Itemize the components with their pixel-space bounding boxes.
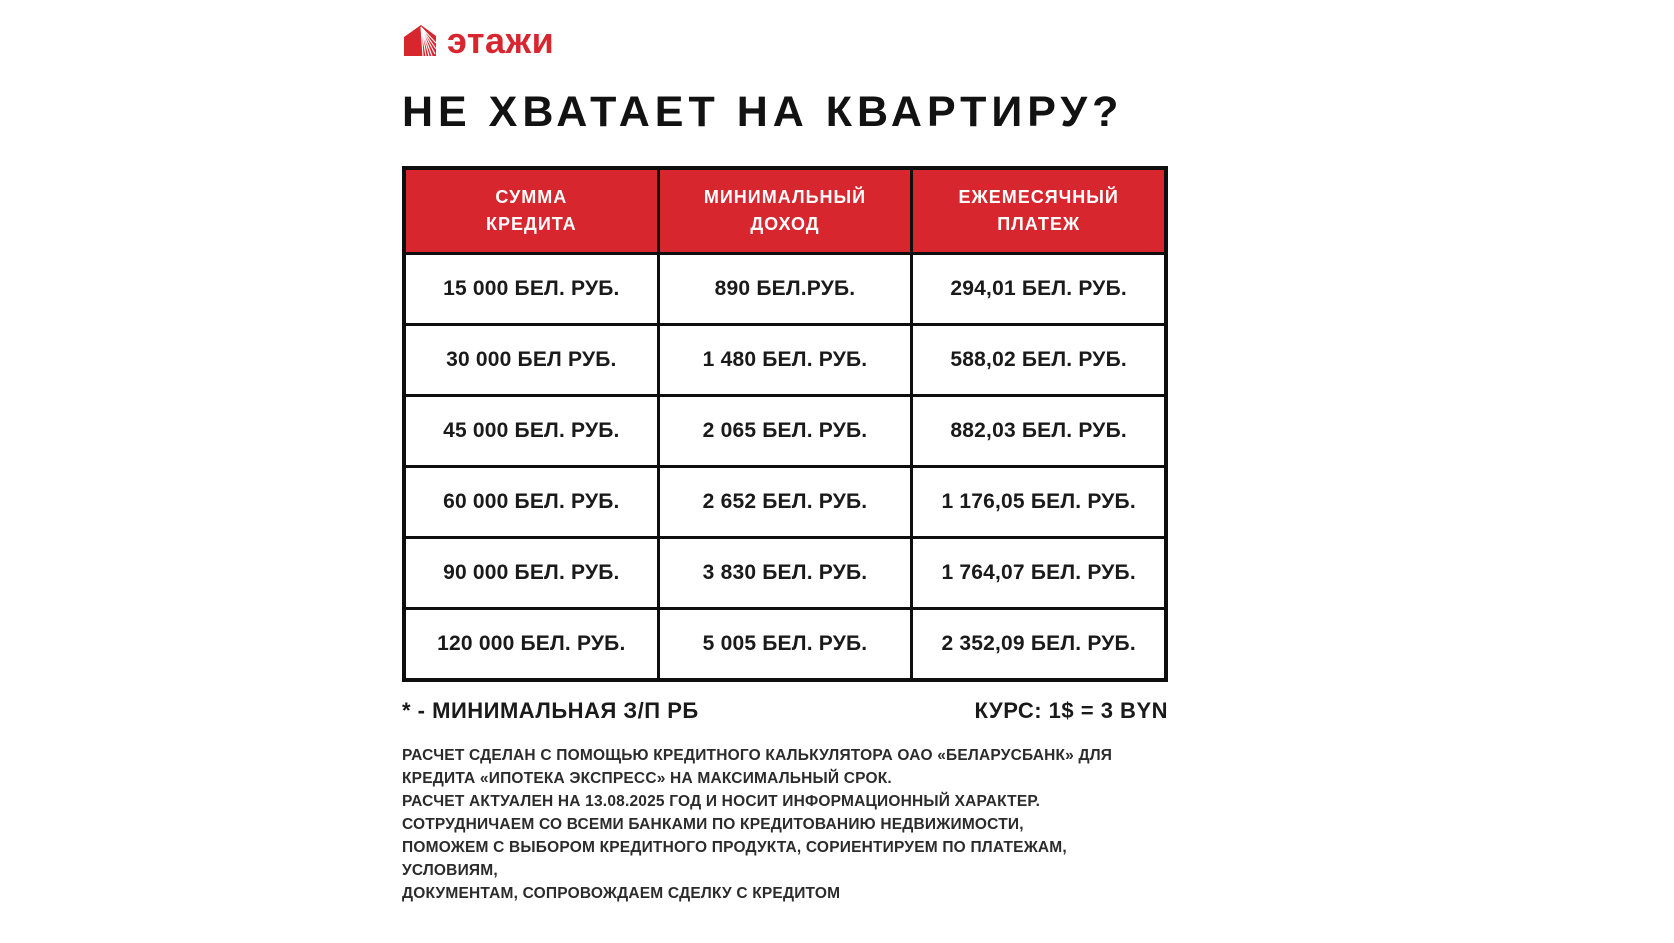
table-cell: 90 000 БЕЛ. РУБ. [406, 539, 657, 607]
column-header-credit-sum [406, 170, 657, 252]
table-cell: 3 830 БЕЛ. РУБ. [660, 539, 911, 607]
notes-row [402, 698, 1168, 724]
header-line: МИНИМАЛЬНЫЙ [703, 187, 867, 207]
header-line: СУММА [495, 187, 568, 207]
disclaimer-line: УСЛОВИЯМ, [402, 862, 498, 879]
column-header-monthly-payment [913, 170, 1164, 252]
disclaimer-text [402, 744, 1192, 905]
brand-logo [402, 20, 1170, 62]
header-line: ЕЖЕМЕСЯЧНЫЙ [958, 187, 1119, 207]
house-icon [402, 23, 438, 59]
table-cell: 1 176,05 БЕЛ. РУБ. [913, 468, 1164, 536]
header-line: ПЛАТЕЖ [997, 214, 1081, 234]
table-cell: 45 000 БЕЛ. РУБ. [406, 397, 657, 465]
table-cell: 30 000 БЕЛ РУБ. [406, 326, 657, 394]
table-cell: 5 005 БЕЛ. РУБ. [660, 610, 911, 678]
table-cell: 2 352,09 БЕЛ. РУБ. [913, 610, 1164, 678]
header-line: КРЕДИТА [486, 214, 577, 234]
poster-content [402, 20, 1170, 905]
header-line: ДОХОД [750, 214, 820, 234]
table-cell: 2 652 БЕЛ. РУБ. [660, 468, 911, 536]
disclaimer-line: РАСЧЕТ АКТУАЛЕН НА 13.08.2025 ГОД И НОСИТ ИНФОРМАЦИОННЫЙ ХАРАКТЕР. [402, 793, 1041, 810]
poster-title: НЕ ХВАТАЕТ НА КВАРТИРУ? [402, 88, 1124, 136]
disclaimer-line: РАСЧЕТ СДЕЛАН С ПОМОЩЬЮ КРЕДИТНОГО КАЛЬКУЛЯТОРА ОАО «БЕЛАРУСБАНК» ДЛЯ [402, 747, 1113, 764]
table-cell: 882,03 БЕЛ. РУБ. [913, 397, 1164, 465]
credit-table [402, 166, 1168, 682]
disclaimer-line: ПОМОЖЕМ С ВЫБОРОМ КРЕДИТНОГО ПРОДУКТА, СОРИЕНТИРУЕМ ПО ПЛАТЕЖАМ, [402, 839, 1067, 856]
brand-name: этажи [447, 20, 555, 61]
footnote-min-salary: * - МИНИМАЛЬНАЯ З/П РБ [402, 698, 699, 723]
disclaimer-line: ДОКУМЕНТАМ, СОПРОВОЖДАЕМ СДЕЛКУ С КРЕДИТОМ [402, 885, 841, 902]
table-cell: 2 065 БЕЛ. РУБ. [660, 397, 911, 465]
table-cell: 890 БЕЛ.РУБ. [660, 255, 911, 323]
table-cell: 15 000 БЕЛ. РУБ. [406, 255, 657, 323]
table-cell: 588,02 БЕЛ. РУБ. [913, 326, 1164, 394]
exchange-rate-note: КУРС: 1$ = 3 BYN [974, 698, 1168, 723]
disclaimer-line: КРЕДИТА «ИПОТЕКА ЭКСПРЕСС» НА МАКСИМАЛЬНЫЙ СРОК. [402, 770, 892, 787]
table-cell: 294,01 БЕЛ. РУБ. [913, 255, 1164, 323]
table-cell: 60 000 БЕЛ. РУБ. [406, 468, 657, 536]
table-cell: 1 480 БЕЛ. РУБ. [660, 326, 911, 394]
column-header-min-income [660, 170, 911, 252]
table-cell: 1 764,07 БЕЛ. РУБ. [913, 539, 1164, 607]
table-cell: 120 000 БЕЛ. РУБ. [406, 610, 657, 678]
disclaimer-line: СОТРУДНИЧАЕМ СО ВСЕМИ БАНКАМИ ПО КРЕДИТОВАНИЮ НЕДВИЖИМОСТИ, [402, 816, 1024, 833]
